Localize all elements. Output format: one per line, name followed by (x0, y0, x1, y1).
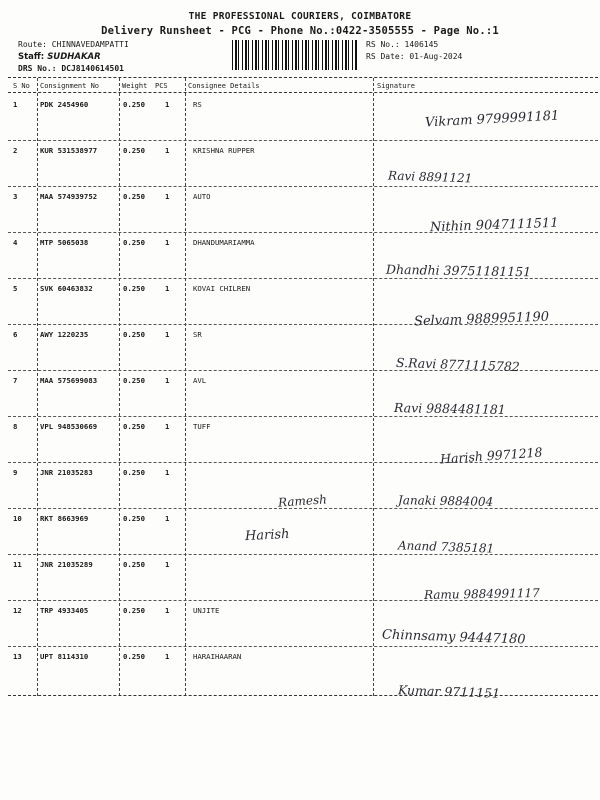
row-weight: 0.250 (123, 238, 145, 247)
row-sno: 3 (13, 192, 18, 201)
row-pcs: 1 (165, 284, 170, 293)
table-row (0, 146, 600, 192)
row-pcs: 1 (165, 422, 170, 431)
col-header-weight: Weight (122, 82, 148, 90)
signature: S.Ravi 8771115782 (395, 354, 521, 375)
row-sno: 9 (13, 468, 18, 477)
table-row (0, 652, 600, 698)
row-weight: 0.250 (123, 514, 145, 523)
row-consignment-no: AWY 1220235 (40, 330, 89, 339)
row-pcs: 1 (165, 146, 170, 155)
row-sno: 1 (13, 100, 18, 109)
row-divider (8, 554, 598, 555)
staff-prefix: Staff: (18, 52, 45, 62)
row-weight: 0.250 (123, 330, 145, 339)
signature: Janaki 9884004 (397, 493, 494, 509)
col-header-consignee: Consignee Details (188, 82, 260, 90)
signature: Ramesh (277, 492, 328, 510)
row-weight: 0.250 (123, 146, 145, 155)
row-consignee: SR (193, 330, 202, 339)
row-sno: 8 (13, 422, 18, 431)
row-divider (8, 186, 598, 187)
row-weight: 0.250 (123, 284, 145, 293)
signature: Harish 9971218 (439, 444, 543, 467)
runsheet-title: Delivery Runsheet - PCG - Phone No.:0422-3505555 - Page No.:1 (101, 25, 499, 37)
signature: Dhandhi 39751181151 (385, 261, 532, 280)
signature: Ramu 9884991117 (423, 585, 540, 603)
row-consignee: RS (193, 100, 202, 109)
row-pcs: 1 (165, 330, 170, 339)
row-weight: 0.250 (123, 376, 145, 385)
row-sno: 13 (13, 652, 22, 661)
drs-number: DRS No.: DCJ8140614501 (18, 64, 124, 73)
signature: Kumar 9711151 (397, 682, 501, 701)
table-row (0, 514, 600, 560)
signature: Nithin 9047111511 (429, 215, 559, 236)
barcode (232, 40, 358, 70)
col-header-sno: S No (13, 82, 30, 90)
signature: Ravi 8891121 (387, 168, 473, 186)
staff-label (18, 52, 101, 62)
row-consignment-no: UPT 8114310 (40, 652, 89, 661)
row-consignment-no: RKT 8663969 (40, 514, 89, 523)
row-pcs: 1 (165, 560, 170, 569)
row-consignment-no: PDK 2454960 (40, 100, 89, 109)
row-consignee: KRISHNA RUPPER (193, 146, 255, 155)
row-sno: 7 (13, 376, 18, 385)
signature: Harish (244, 526, 290, 545)
row-consignment-no: JNR 21035289 (40, 560, 93, 569)
rs-number: RS No.: 1406145 (366, 40, 439, 49)
row-weight: 0.250 (123, 100, 145, 109)
table-row (0, 376, 600, 422)
row-consignment-no: KUR 531538977 (40, 146, 98, 155)
row-consignment-no: MTP 5065038 (40, 238, 89, 247)
row-sno: 6 (13, 330, 18, 339)
col-header-pcs: PCS (155, 82, 168, 90)
row-pcs: 1 (165, 376, 170, 385)
row-consignee: HARAIHAARAN (193, 652, 242, 661)
route-label: Route: CHINNAVEDAMPATTI (18, 40, 129, 49)
row-pcs: 1 (165, 100, 170, 109)
row-sno: 12 (13, 606, 22, 615)
signature: Ravi 9884481181 (393, 400, 506, 417)
row-consignee: KOVAI CHILREN (193, 284, 251, 293)
row-consignment-no: JNR 21035283 (40, 468, 93, 477)
signature: Anand 7385181 (397, 538, 495, 556)
row-weight: 0.250 (123, 422, 145, 431)
row-consignment-no: TRP 4933405 (40, 606, 89, 615)
col-header-signature: Signature (377, 82, 415, 90)
row-consignment-no: MAA 575699083 (40, 376, 98, 385)
row-sno: 2 (13, 146, 18, 155)
row-consignee: TUFF (193, 422, 211, 431)
staff-name: SUDHAKAR (47, 52, 101, 62)
row-sno: 4 (13, 238, 18, 247)
row-consignee: DHANDUMARIAMMA (193, 238, 255, 247)
row-weight: 0.250 (123, 606, 145, 615)
row-consignee: UNJITE (193, 606, 220, 615)
signature: Vikram 9799991181 (424, 108, 560, 131)
row-consignment-no: VPL 948530669 (40, 422, 98, 431)
row-divider (8, 508, 598, 509)
row-consignee: AVL (193, 376, 207, 385)
row-consignment-no: MAA 574939752 (40, 192, 98, 201)
row-consignment-no: SVK 60463832 (40, 284, 93, 293)
row-weight: 0.250 (123, 652, 145, 661)
row-consignee: AUTO (193, 192, 211, 201)
row-pcs: 1 (165, 652, 170, 661)
row-weight: 0.250 (123, 468, 145, 477)
row-pcs: 1 (165, 514, 170, 523)
row-pcs: 1 (165, 192, 170, 201)
row-sno: 10 (13, 514, 22, 523)
signature: Selvam 9889951190 (413, 309, 550, 330)
row-sno: 11 (13, 560, 22, 569)
rs-date: RS Date: 01-Aug-2024 (366, 52, 463, 61)
row-divider (8, 416, 598, 417)
row-pcs: 1 (165, 238, 170, 247)
row-divider (8, 462, 598, 463)
row-divider (8, 140, 598, 141)
header-bottom-rule (8, 92, 598, 93)
row-pcs: 1 (165, 606, 170, 615)
signature: Chinnsamy 94447180 (381, 627, 526, 648)
row-pcs: 1 (165, 468, 170, 477)
row-weight: 0.250 (123, 560, 145, 569)
row-sno: 5 (13, 284, 18, 293)
company-title: THE PROFESSIONAL COURIERS, COIMBATORE (188, 11, 412, 22)
col-header-consignment: Consignment No (40, 82, 100, 90)
table-bottom-rule (8, 695, 598, 696)
row-weight: 0.250 (123, 192, 145, 201)
table-top-rule (8, 77, 598, 78)
